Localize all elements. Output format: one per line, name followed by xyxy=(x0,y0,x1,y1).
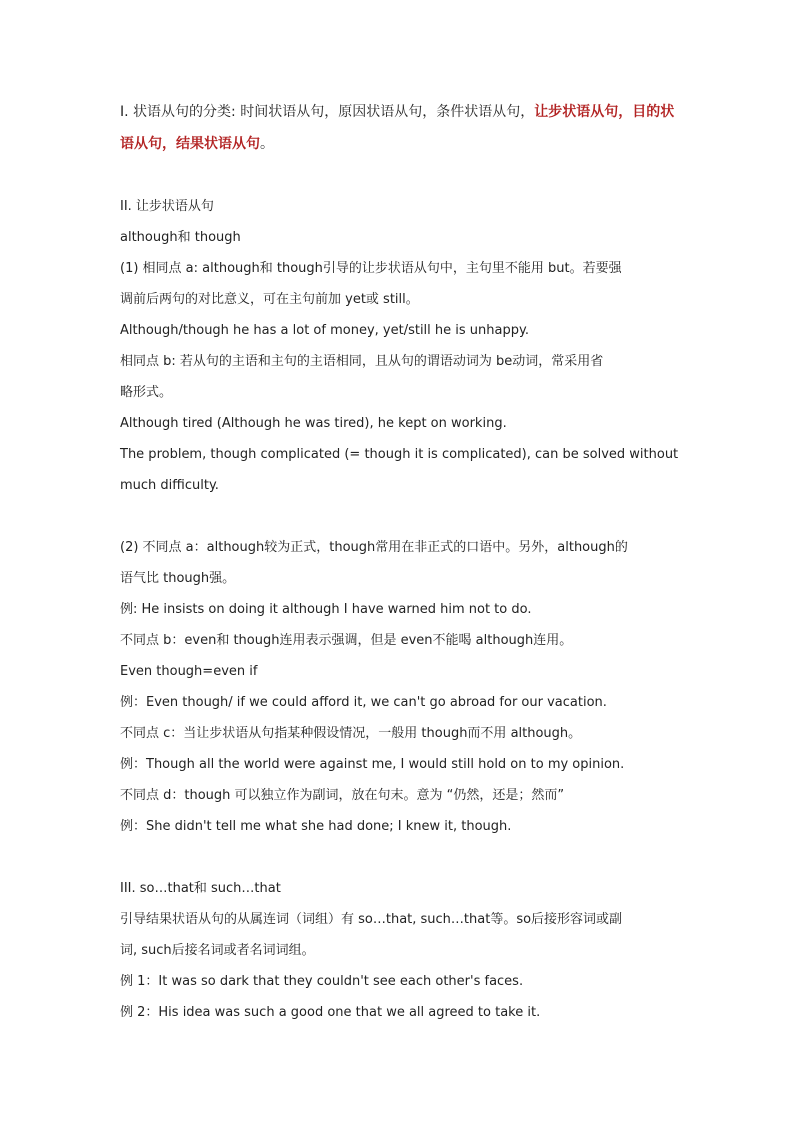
section1-highlight-2: 语从句，结果状语从句 xyxy=(120,136,260,152)
example-line: much difficulty. xyxy=(120,478,219,493)
example-line: 例 2：His idea was such a good one that we all agreed to take it. xyxy=(120,1005,541,1020)
paragraph-line: 不同点 b：even和 though连用表示强调，但是 even不能喝 although连用。 xyxy=(120,633,573,648)
section2-heading: II. 让步状语从句 xyxy=(120,199,214,214)
example-line: The problem, though complicated (= though it is complicated), can be solved without xyxy=(120,447,679,462)
example-line: 例：Though all the world were against me, I would still hold on to my opinion. xyxy=(120,757,625,772)
example-line: 例：Even though/ if we could afford it, we can't go abroad for our vacation. xyxy=(120,695,607,710)
paragraph-line: 不同点 c：当让步状语从句指某种假设情况，一般用 though而不用 although。 xyxy=(120,726,582,741)
paragraph-line: 不同点 d：though 可以独立作为副词，放在句末。意为 “仍然，还是；然而” xyxy=(120,788,565,803)
example-line: Although/though he has a lot of money, yet/still he is unhappy. xyxy=(120,323,529,338)
example-line: 例 1：It was so dark that they couldn't see each other's faces. xyxy=(120,974,524,989)
section1-highlight: 让步状语从句，目的状 xyxy=(534,104,675,120)
section1-line2 xyxy=(120,128,680,160)
section3-heading: III. so…that和 such…that xyxy=(120,881,281,896)
section1-line1 xyxy=(120,96,680,128)
paragraph-line: (2) 不同点 a：although较为正式，though常用在非正式的口语中。另外，although的 xyxy=(120,540,628,555)
document-page xyxy=(120,96,680,1028)
section2-subheading: although和 though xyxy=(120,230,241,245)
example-line: Even though=even if xyxy=(120,664,258,679)
paragraph-line: 相同点 b: 若从句的主语和主句的主语相同，且从句的谓语动词为 be动词，常采用省 xyxy=(120,354,604,369)
paragraph-line: 语气比 though强。 xyxy=(120,571,236,586)
paragraph-line: (1) 相同点 a: although和 though引导的让步状语从句中，主句里不能用 but。若要强 xyxy=(120,261,622,276)
example-line: 例: He insists on doing it although I have warned him not to do. xyxy=(120,602,532,617)
section1-tail: 。 xyxy=(260,136,274,152)
example-line: Although tired (Although he was tired), he kept on working. xyxy=(120,416,507,431)
example-line: 例：She didn't tell me what she had done; I knew it, though. xyxy=(120,819,512,834)
paragraph-line: 引导结果状语从句的从属连词（词组）有 so…that, such…that等。so后接形容词或副 xyxy=(120,912,623,927)
paragraph-line: 调前后两句的对比意义，可在主句前加 yet或 still。 xyxy=(120,292,419,307)
section1-text: I. 状语从句的分类: 时间状语从句，原因状语从句，条件状语从句， xyxy=(120,104,535,120)
paragraph-line: 略形式。 xyxy=(120,385,173,400)
paragraph-line: 词, such后接名词或者名词词组。 xyxy=(120,943,315,958)
